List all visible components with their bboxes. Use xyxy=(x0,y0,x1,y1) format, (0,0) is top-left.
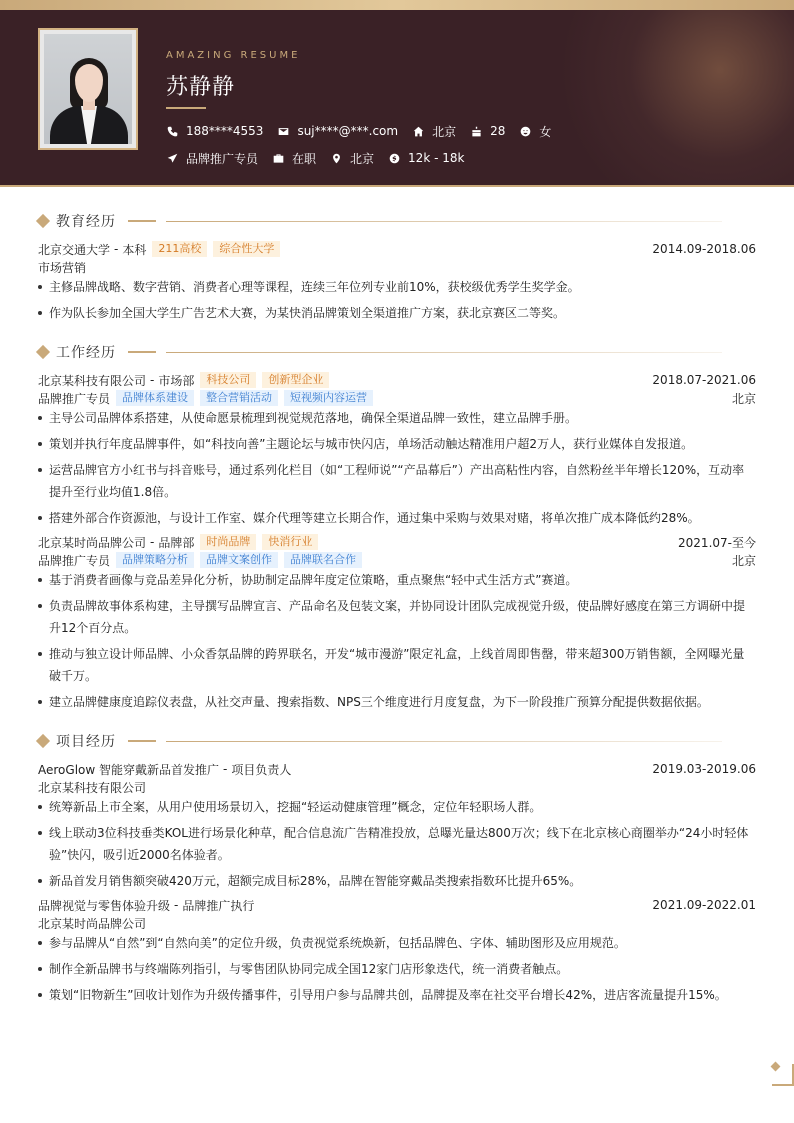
gender-icon xyxy=(519,125,531,137)
list-item: 参与品牌从“自然”到“自然向美”的定位升级，负责视觉系统焕新，包括品牌色、字体、辅助图形及应用规范。 xyxy=(38,932,756,954)
employment-status-text: 在职 xyxy=(292,151,317,166)
salary-icon xyxy=(388,152,400,164)
target-city-info xyxy=(330,150,374,167)
resume-subtitle: AMAZING RESUME xyxy=(166,50,301,61)
major-row xyxy=(38,258,756,276)
age-text: 28 xyxy=(490,124,506,138)
company-name: 北京某科技有限公司 xyxy=(38,373,147,388)
project-company: 北京某科技有限公司 xyxy=(38,780,147,795)
company-name: 北京某时尚品牌公司 xyxy=(38,535,147,550)
phone-icon xyxy=(166,125,178,137)
home-icon xyxy=(412,125,424,137)
gender-info xyxy=(519,123,551,140)
project-company-row xyxy=(38,778,756,796)
work-section-heading xyxy=(36,343,722,361)
section-title: 工作经历 xyxy=(56,345,116,361)
job-date: 2021.07-至今 xyxy=(678,535,756,550)
company-tag: 创新型企业 xyxy=(262,372,329,388)
list-item: 策划并执行年度品牌事件，如“科技向善”主题论坛与城市快闪店，单场活动触达精准用户超2万人，获行业媒体自发报道。 xyxy=(38,433,756,455)
list-item: 建立品牌健康度追踪仪表盘，从社交声量、搜索指数、NPS三个维度进行月度复盘，为下一阶段推广预算分配提供数据依据。 xyxy=(38,691,756,713)
project-name: AeroGlow 智能穿戴新品首发推广 xyxy=(38,762,219,777)
job-date: 2018.07-2021.06 xyxy=(652,373,756,387)
skill-tag: 短视频内容运营 xyxy=(284,390,373,406)
project-date: 2021.09-2022.01 xyxy=(652,898,756,912)
location-pin-icon xyxy=(330,152,342,164)
list-item: 线上联动3位科技垂类KOL进行场景化种草，配合信息流广告精准投放，总曝光量达800万次；线下在北京核心商圈举办“24小时轻体验”快闪，吸引近2000名体验者。 xyxy=(38,822,756,866)
job-city: 北京 xyxy=(731,553,756,568)
birthday-cake-icon xyxy=(470,125,482,137)
skill-tag: 品牌联名合作 xyxy=(284,552,362,568)
briefcase-icon xyxy=(272,152,284,164)
header-bottom-line xyxy=(0,185,794,187)
job-city: 北京 xyxy=(731,391,756,406)
skill-tag: 整合营销活动 xyxy=(200,390,278,406)
list-item: 主修品牌战略、数字营销、消费者心理等课程，连续三年位列专业前10%，获校级优秀学生奖学金。 xyxy=(38,276,756,298)
degree: 本科 xyxy=(122,242,147,257)
diamond-icon xyxy=(36,734,50,748)
top-gold-bar xyxy=(0,0,794,10)
company-tag: 快消行业 xyxy=(262,534,318,550)
education-section-heading xyxy=(36,212,722,230)
email-text: suj****@***.com xyxy=(297,124,399,138)
project-section-heading xyxy=(36,732,722,750)
home-text: 北京 xyxy=(432,124,457,139)
gender-text: 女 xyxy=(539,124,552,139)
target-position-info xyxy=(166,150,258,167)
project-company: 北京某时尚品牌公司 xyxy=(38,916,147,931)
section-divider xyxy=(166,352,722,353)
candidate-name: 苏静静 xyxy=(166,75,236,100)
name-underline xyxy=(166,107,206,109)
phone-text: 188****4553 xyxy=(186,124,264,138)
company-tag: 时尚品牌 xyxy=(200,534,256,550)
list-item: 制作全新品牌书与终端陈列指引，与零售团队协同完成全国12家门店形象迭代，统一消费者触点。 xyxy=(38,958,756,980)
profile-photo xyxy=(44,34,132,144)
project-role: 项目负责人 xyxy=(231,762,292,777)
email-info xyxy=(277,124,398,138)
skill-tag: 品牌策略分析 xyxy=(116,552,194,568)
home-info xyxy=(412,123,456,140)
list-item: 基于消费者画像与竞品差异化分析，协助制定品牌年度定位策略，重点聚焦“轻中式生活方式”赛道。 xyxy=(38,569,756,591)
department: 品牌部 xyxy=(158,535,195,550)
skill-tag: 品牌体系建设 xyxy=(116,390,194,406)
section-title: 项目经历 xyxy=(56,734,116,750)
list-item: 搭建外部合作资源池，与设计工作室、媒介代理等建立长期合作，通过集中采购与效果对赌，将单次推广成本降低约28%。 xyxy=(38,507,756,529)
school-tag: 211高校 xyxy=(152,241,207,257)
school-tag: 综合性大学 xyxy=(213,241,280,257)
project-date: 2019.03-2019.06 xyxy=(652,762,756,776)
company-tag: 科技公司 xyxy=(200,372,256,388)
job-position: 品牌推广专员 xyxy=(38,553,111,568)
school-name: 北京交通大学 xyxy=(38,242,111,257)
section-title: 教育经历 xyxy=(56,214,116,230)
education-entry-header: 北京交通大学 - 本科 211高校 综合性大学 2014.09-2018.06 xyxy=(38,242,756,257)
job-entry-header: 北京某时尚品牌公司 - 品牌部 时尚品牌 快消行业 2021.07-至今 xyxy=(38,535,756,550)
list-item: 策划“旧物新生”回收计划作为升级传播事件，引导用户参与品牌共创，品牌提及率在社交平台增长42%，进店客流量提升15%。 xyxy=(38,984,756,1006)
job-position: 品牌推广专员 xyxy=(38,391,111,406)
age-info xyxy=(470,124,505,138)
phone-info xyxy=(166,124,263,138)
list-item: 统筹新品上市全案，从用户使用场景切入，挖掘“轻运动健康管理”概念，定位年轻职场人群。 xyxy=(38,796,756,818)
job-entry-header: 北京某科技有限公司 - 市场部 科技公司 创新型企业 2018.07-2021.06 xyxy=(38,373,756,388)
department: 市场部 xyxy=(158,373,195,388)
project-entry-header: 品牌视觉与零售体验升级 - 品牌推广执行 2021.09-2022.01 xyxy=(38,898,756,913)
project-name: 品牌视觉与零售体验升级 xyxy=(38,898,171,913)
target-position-text: 品牌推广专员 xyxy=(186,151,259,166)
salary-text: 12k - 18k xyxy=(408,151,465,165)
email-icon xyxy=(277,125,289,137)
project-role: 品牌推广执行 xyxy=(182,898,255,913)
job-position-row xyxy=(38,551,756,569)
avatar xyxy=(38,28,138,150)
target-city-text: 北京 xyxy=(350,151,375,166)
list-item: 作为队长参加全国大学生广告艺术大赛，为某快消品牌策划全渠道推广方案，获北京赛区二等奖。 xyxy=(38,302,756,324)
diamond-icon xyxy=(36,345,50,359)
list-item: 推动与独立设计师品牌、小众香氛品牌的跨界联名，开发“城市漫游”限定礼盒，上线首周即售罄，带来超300万销售额，全网曝光量破千万。 xyxy=(38,643,756,687)
diamond-icon xyxy=(36,214,50,228)
resume-header xyxy=(0,10,794,187)
major: 市场营销 xyxy=(38,260,87,275)
skill-tag: 品牌文案创作 xyxy=(200,552,278,568)
employment-status-info xyxy=(272,150,316,167)
project-entry-header: AeroGlow 智能穿戴新品首发推广 - 项目负责人 2019.03-2019.06 xyxy=(38,762,756,777)
list-item: 新品首发月销售额突破420万元，超额完成目标28%，品牌在智能穿戴品类搜索指数环比提升65%。 xyxy=(38,870,756,892)
section-divider xyxy=(166,221,722,222)
salary-info xyxy=(388,151,464,165)
job-position-row xyxy=(38,389,756,407)
list-item: 运营品牌官方小红书与抖音账号，通过系列化栏目（如“工程师说”“产品幕后”）产出高粘性内容，自然粉丝半年增长120%，互动率提升至行业均值1.8倍。 xyxy=(38,459,756,503)
send-icon xyxy=(166,152,178,164)
project-company-row xyxy=(38,914,756,932)
list-item: 负责品牌故事体系构建，主导撰写品牌宣言、产品命名及包装文案，并协同设计团队完成视觉升级，使品牌好感度在第三方调研中提升12个百分点。 xyxy=(38,595,756,639)
contact-info-row xyxy=(166,123,565,139)
list-item: 主导公司品牌体系搭建，从使命愿景梳理到视觉规范落地，确保全渠道品牌一致性，建立品牌手册。 xyxy=(38,407,756,429)
education-date: 2014.09-2018.06 xyxy=(652,242,756,256)
job-intent-row xyxy=(166,150,478,166)
section-divider xyxy=(166,741,722,742)
